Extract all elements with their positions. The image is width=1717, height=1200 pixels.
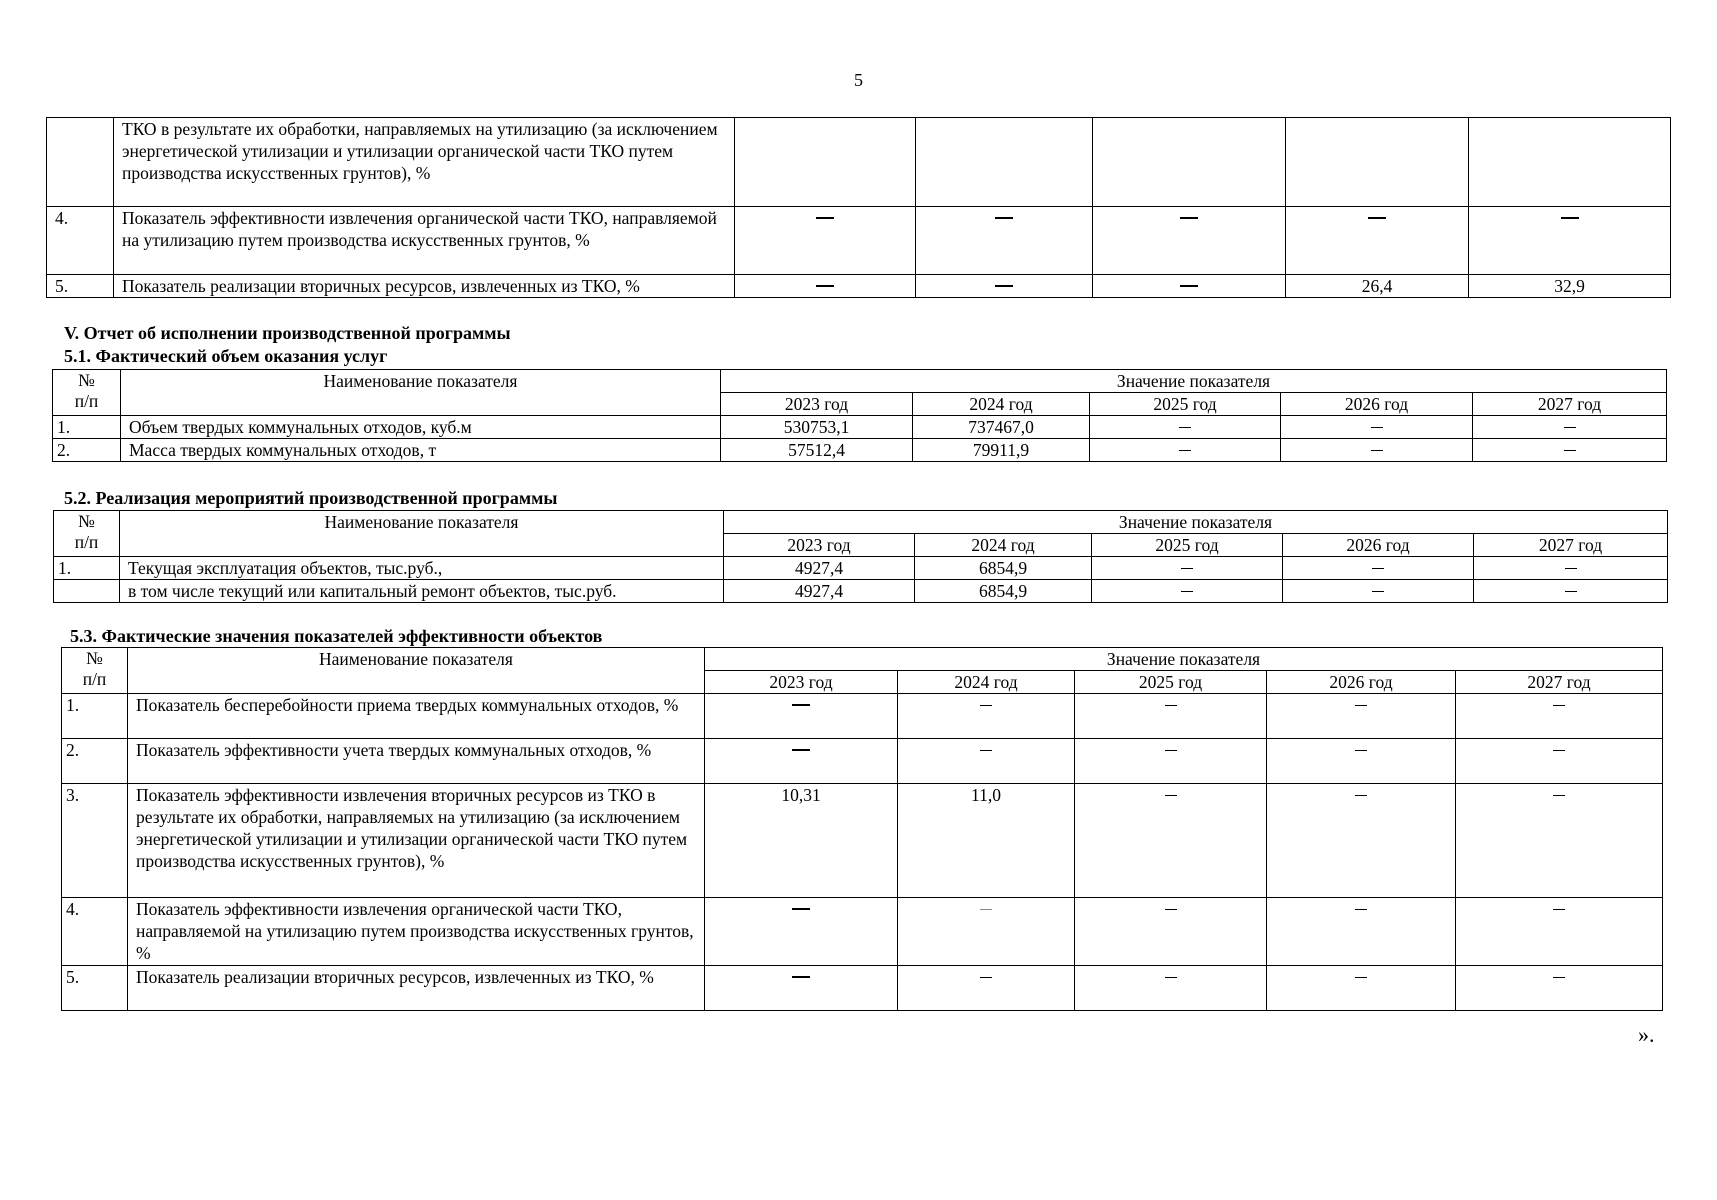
dash-mark bbox=[1553, 750, 1565, 752]
year-header: 2026 год bbox=[1267, 671, 1456, 694]
value-cell bbox=[1456, 966, 1663, 1011]
dash-mark bbox=[1165, 705, 1177, 707]
value-cell: 32,9 bbox=[1469, 275, 1671, 298]
dash-mark bbox=[1181, 591, 1193, 593]
dash-mark bbox=[980, 909, 992, 911]
services-volume-table bbox=[52, 369, 1667, 462]
year-header: 2026 год bbox=[1281, 393, 1473, 416]
year-header: 2024 год bbox=[898, 671, 1075, 694]
dash-mark bbox=[1165, 909, 1177, 911]
program-activities-table bbox=[53, 510, 1668, 603]
value-cell: 6854,9 bbox=[915, 580, 1092, 603]
indicator-name-cell: в том числе текущий или капитальный ремонт объектов, тыс.руб. bbox=[120, 580, 724, 603]
table-row bbox=[62, 966, 1663, 1011]
year-header: 2023 год bbox=[721, 393, 913, 416]
dash-mark bbox=[1561, 217, 1579, 219]
table-row bbox=[47, 275, 1671, 298]
year-header: 2023 год bbox=[724, 534, 915, 557]
row-number-cell bbox=[54, 580, 120, 603]
indicator-name-cell: Показатель эффективности учета твердых коммунальных отходов, % bbox=[128, 739, 705, 784]
dash-mark bbox=[1165, 977, 1177, 979]
value-cell bbox=[898, 739, 1075, 784]
value-cell bbox=[1092, 557, 1283, 580]
dash-mark bbox=[1371, 427, 1383, 429]
page-number: 5 bbox=[854, 70, 863, 90]
value-cell: 79911,9 bbox=[913, 439, 1090, 462]
row-number-cell: 3. bbox=[62, 784, 128, 898]
year-header: 2025 год bbox=[1075, 671, 1267, 694]
value-cell bbox=[1469, 207, 1671, 275]
indicator-name-cell: Текущая эксплуатация объектов, тыс.руб., bbox=[120, 557, 724, 580]
row-number-cell: 2. bbox=[53, 439, 121, 462]
dash-mark bbox=[816, 217, 834, 219]
value-cell: 26,4 bbox=[1286, 275, 1469, 298]
dash-mark bbox=[1179, 427, 1191, 429]
table-row bbox=[53, 439, 1667, 462]
value-header: Значение показателя bbox=[705, 648, 1663, 671]
value-cell bbox=[898, 694, 1075, 739]
value-cell bbox=[1456, 898, 1663, 966]
value-cell: 4927,4 bbox=[724, 557, 915, 580]
value-cell bbox=[1093, 207, 1286, 275]
dash-mark bbox=[1355, 750, 1367, 752]
dash-mark bbox=[1372, 591, 1384, 593]
dash-mark bbox=[792, 908, 810, 910]
value-cell bbox=[1281, 439, 1473, 462]
number-header-line1: № bbox=[78, 511, 95, 531]
value-cell bbox=[1075, 784, 1267, 898]
dash-mark bbox=[1355, 705, 1367, 707]
value-cell bbox=[916, 118, 1093, 207]
dash-mark bbox=[792, 976, 810, 978]
value-cell bbox=[916, 207, 1093, 275]
number-header bbox=[53, 370, 121, 416]
number-header bbox=[54, 511, 120, 557]
dash-mark bbox=[1564, 427, 1576, 429]
dash-mark bbox=[995, 217, 1013, 219]
year-header: 2027 год bbox=[1473, 393, 1667, 416]
table-row bbox=[47, 118, 1671, 207]
dash-mark bbox=[792, 704, 810, 706]
value-cell bbox=[1267, 898, 1456, 966]
dash-mark bbox=[1181, 568, 1193, 570]
value-cell bbox=[705, 739, 898, 784]
value-cell: 57512,4 bbox=[721, 439, 913, 462]
row-number-cell: 4. bbox=[47, 207, 114, 275]
header-row bbox=[54, 511, 1668, 534]
dash-mark bbox=[1565, 568, 1577, 570]
name-header: Наименование показателя bbox=[128, 648, 705, 694]
section-v-title: V. Отчет об исполнении производственной программы bbox=[64, 323, 511, 343]
number-header-line1: № bbox=[78, 370, 95, 390]
number-header bbox=[62, 648, 128, 694]
value-cell bbox=[1474, 557, 1668, 580]
value-cell bbox=[735, 275, 916, 298]
dash-mark bbox=[995, 285, 1013, 287]
value-cell bbox=[1090, 416, 1281, 439]
dash-mark bbox=[1371, 450, 1383, 452]
value-header: Значение показателя bbox=[724, 511, 1668, 534]
value-cell bbox=[916, 275, 1093, 298]
indicator-name-cell: Показатель эффективности извлечения органической части ТКО, направляемой на утилизацию путем производства искусственных грунтов, % bbox=[114, 207, 735, 275]
year-header: 2025 год bbox=[1092, 534, 1283, 557]
dash-mark bbox=[1180, 217, 1198, 219]
year-header: 2024 год bbox=[913, 393, 1090, 416]
table-row bbox=[62, 739, 1663, 784]
dash-mark bbox=[1564, 450, 1576, 452]
value-cell: 6854,9 bbox=[915, 557, 1092, 580]
table-row bbox=[54, 557, 1668, 580]
year-header: 2023 год bbox=[705, 671, 898, 694]
name-header: Наименование показателя bbox=[120, 511, 724, 557]
value-cell bbox=[1456, 739, 1663, 784]
value-cell: 530753,1 bbox=[721, 416, 913, 439]
value-header: Значение показателя bbox=[721, 370, 1667, 393]
dash-mark bbox=[1553, 795, 1565, 797]
dash-mark bbox=[1355, 795, 1367, 797]
indicator-name-cell: Показатель реализации вторичных ресурсов, извлеченных из ТКО, % bbox=[128, 966, 705, 1011]
row-number-cell bbox=[47, 118, 114, 207]
indicator-name-cell: Показатель эффективности извлечения органической части ТКО, направляемой на утилизацию путем производства искусственных грунтов, % bbox=[128, 898, 705, 966]
dash-mark bbox=[1368, 217, 1386, 219]
value-cell bbox=[705, 966, 898, 1011]
dash-mark bbox=[980, 750, 992, 752]
value-cell bbox=[1286, 118, 1469, 207]
value-cell bbox=[735, 118, 916, 207]
year-header: 2024 год bbox=[915, 534, 1092, 557]
table-row bbox=[47, 207, 1671, 275]
dash-mark bbox=[1180, 285, 1198, 287]
value-cell bbox=[1474, 580, 1668, 603]
row-number-cell: 5. bbox=[62, 966, 128, 1011]
number-header-line2: п/п bbox=[82, 669, 107, 689]
indicator-name-cell: Масса твердых коммунальных отходов, т bbox=[121, 439, 721, 462]
table-row bbox=[62, 694, 1663, 739]
value-cell bbox=[735, 207, 916, 275]
value-cell bbox=[1267, 966, 1456, 1011]
table-row bbox=[62, 898, 1663, 966]
value-cell bbox=[1281, 416, 1473, 439]
value-cell bbox=[1075, 739, 1267, 784]
year-header: 2027 год bbox=[1474, 534, 1668, 557]
value-cell bbox=[1090, 439, 1281, 462]
value-cell bbox=[1283, 580, 1474, 603]
table-row bbox=[62, 784, 1663, 898]
number-header-line2: п/п bbox=[74, 532, 99, 552]
value-cell bbox=[1075, 694, 1267, 739]
table-row bbox=[54, 580, 1668, 603]
indicator-name-cell: Показатель бесперебойности приема твердых коммунальных отходов, % bbox=[128, 694, 705, 739]
dash-mark bbox=[1553, 705, 1565, 707]
closing-quote: ». bbox=[1638, 1022, 1655, 1047]
value-cell bbox=[898, 898, 1075, 966]
dash-mark bbox=[1565, 591, 1577, 593]
value-cell bbox=[1092, 580, 1283, 603]
value-cell bbox=[1093, 118, 1286, 207]
indicator-name-cell: Показатель эффективности извлечения вторичных ресурсов из ТКО в результате их обработки, направляемых на утилизацию (за исключением энергетической утилизации и утилизации органической части ТКО путем производства искусственных грунтов), % bbox=[128, 784, 705, 898]
section-51-title: 5.1. Фактический объем оказания услуг bbox=[64, 346, 388, 366]
dash-mark bbox=[1553, 977, 1565, 979]
dash-mark bbox=[980, 705, 992, 707]
value-cell bbox=[1469, 118, 1671, 207]
dash-mark bbox=[792, 749, 810, 751]
value-cell bbox=[1267, 739, 1456, 784]
dash-mark bbox=[1372, 568, 1384, 570]
value-cell: 737467,0 bbox=[913, 416, 1090, 439]
dash-mark bbox=[980, 977, 992, 979]
dash-mark bbox=[816, 285, 834, 287]
year-header: 2026 год bbox=[1283, 534, 1474, 557]
value-cell bbox=[1286, 207, 1469, 275]
value-cell bbox=[705, 694, 898, 739]
dash-mark bbox=[1355, 977, 1367, 979]
name-header: Наименование показателя bbox=[121, 370, 721, 416]
year-header: 2027 год bbox=[1456, 671, 1663, 694]
value-cell bbox=[1267, 784, 1456, 898]
row-number-cell: 1. bbox=[54, 557, 120, 580]
table-row bbox=[53, 416, 1667, 439]
indicator-name-cell: ТКО в результате их обработки, направляемых на утилизацию (за исключением энергетической утилизации и утилизации органической части ТКО путем производства искусственных грунтов), % bbox=[114, 118, 735, 207]
value-cell bbox=[1075, 966, 1267, 1011]
header-row bbox=[62, 648, 1663, 671]
value-cell bbox=[1473, 439, 1667, 462]
value-cell bbox=[898, 966, 1075, 1011]
row-number-cell: 2. bbox=[62, 739, 128, 784]
number-header-line2: п/п bbox=[74, 391, 99, 411]
value-cell bbox=[1456, 694, 1663, 739]
indicator-name-cell: Показатель реализации вторичных ресурсов, извлеченных из ТКО, % bbox=[114, 275, 735, 298]
dash-mark bbox=[1553, 909, 1565, 911]
value-cell bbox=[1473, 416, 1667, 439]
row-number-cell: 1. bbox=[53, 416, 121, 439]
dash-mark bbox=[1355, 909, 1367, 911]
section-52-title: 5.2. Реализация мероприятий производственной программы bbox=[64, 488, 558, 508]
top-table bbox=[46, 117, 1671, 298]
row-number-cell: 4. bbox=[62, 898, 128, 966]
row-number-cell: 5. bbox=[47, 275, 114, 298]
indicator-name-cell: Объем твердых коммунальных отходов, куб.м bbox=[121, 416, 721, 439]
row-number-cell: 1. bbox=[62, 694, 128, 739]
efficiency-indicators-table bbox=[61, 647, 1663, 1011]
value-cell bbox=[1075, 898, 1267, 966]
year-header: 2025 год bbox=[1090, 393, 1281, 416]
value-cell: 4927,4 bbox=[724, 580, 915, 603]
section-53-title: 5.3. Фактические значения показателей эффективности объектов bbox=[70, 626, 603, 646]
dash-mark bbox=[1179, 450, 1191, 452]
number-header-line1: № bbox=[86, 648, 103, 668]
value-cell bbox=[1267, 694, 1456, 739]
dash-mark bbox=[1165, 795, 1177, 797]
value-cell: 10,31 bbox=[705, 784, 898, 898]
header-row bbox=[53, 370, 1667, 393]
value-cell: 11,0 bbox=[898, 784, 1075, 898]
dash-mark bbox=[1165, 750, 1177, 752]
value-cell bbox=[1283, 557, 1474, 580]
value-cell bbox=[705, 898, 898, 966]
value-cell bbox=[1456, 784, 1663, 898]
value-cell bbox=[1093, 275, 1286, 298]
